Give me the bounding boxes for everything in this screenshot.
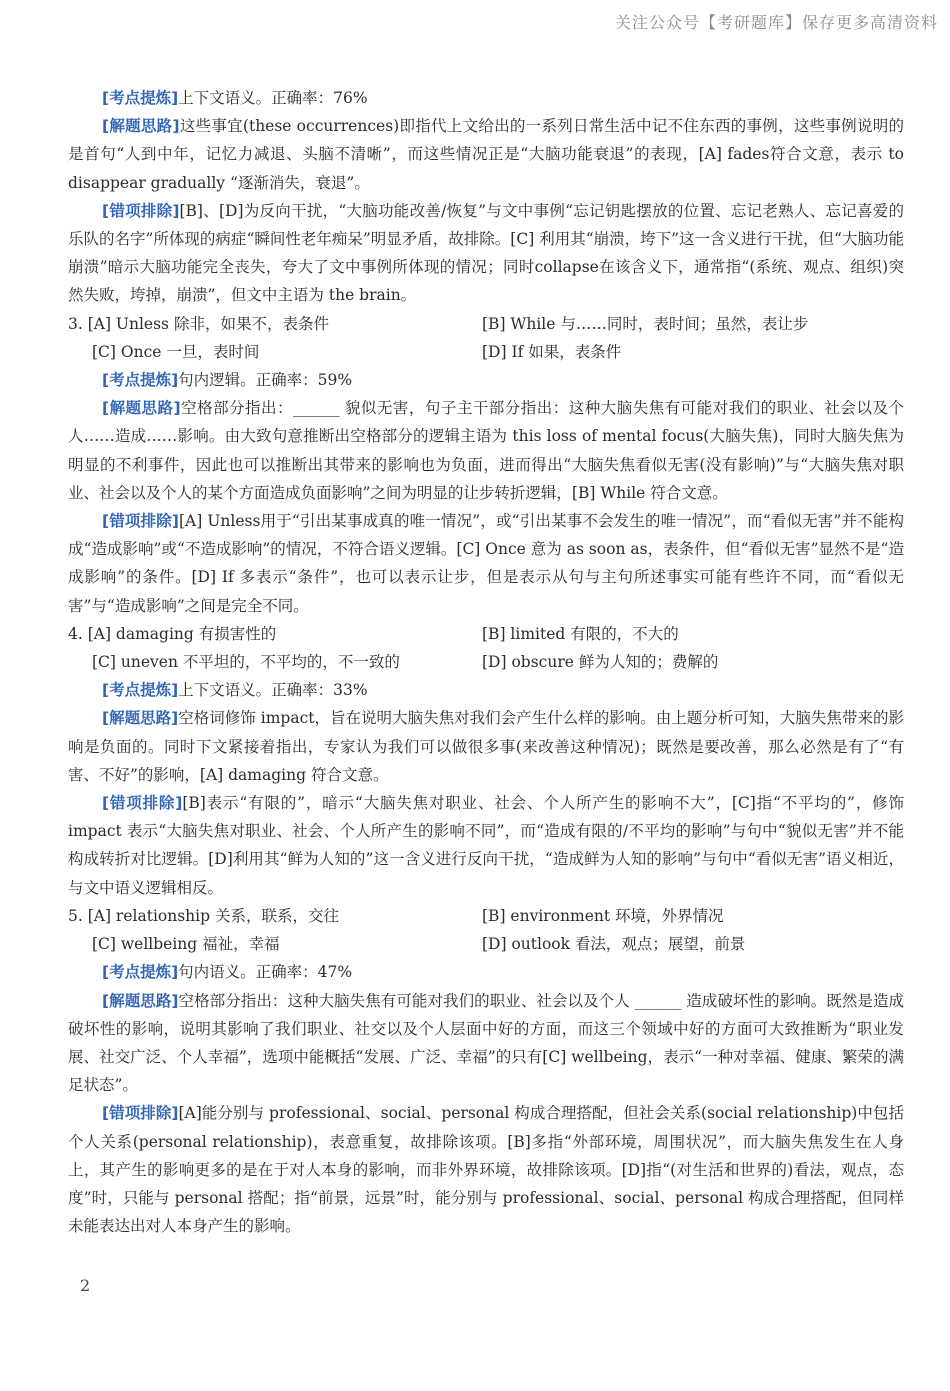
paragraph-text: [A] Unless用于“引出某事成真的唯一情况”，或“引出某事不会发生的唯一情况”，而“看似无害”并不能构成“造成影响”或“不造成影响”的情况，不符合语义逻辑。[C] Once 意为 as soon as，表条件，但“看似无害”显然不是“造成影响”的条件。[D] If 多表示“条件”，也可以表示让步，但是表示从句与主句所述事实可能有些许不同，而“看似无害”与“造成影响”之间是完全不同。 bbox=[68, 512, 904, 615]
option-left: 5. [A] relationship 关系，联系，交往 bbox=[68, 906, 339, 925]
paragraph-text: 句内语义。正确率：47% bbox=[178, 963, 353, 982]
section-tag: [考点提炼] bbox=[102, 681, 179, 700]
section-tag: [解题思路] bbox=[102, 399, 181, 418]
explanation-paragraph bbox=[68, 1099, 904, 1240]
option-right: [B] While 与……同时，表时间；虽然，表让步 bbox=[482, 314, 809, 333]
explanation-paragraph bbox=[68, 987, 904, 1100]
paragraph-text: 句内逻辑。正确率：59% bbox=[178, 371, 353, 390]
section-tag: [错项排除] bbox=[102, 512, 179, 531]
option-right: [B] limited 有限的，不大的 bbox=[482, 624, 679, 643]
option-row bbox=[68, 648, 904, 676]
watermark-text: 关注公众号【考研题库】保存更多高清资料 bbox=[614, 13, 938, 32]
section-tag: [错项排除] bbox=[102, 794, 183, 813]
section-tag: [解题思路] bbox=[102, 709, 179, 728]
page-number: 2 bbox=[80, 1276, 91, 1295]
explanation-paragraph bbox=[68, 112, 904, 197]
explanation-paragraph bbox=[68, 84, 904, 112]
explanation-paragraph bbox=[68, 507, 904, 620]
paragraph-text: [B]表示“有限的”，暗示“大脑失焦对职业、社会、个人所产生的影响不大”，[C]指“不平均的”，修饰 impact 表示“大脑失焦对职业、社会、个人所产生的影响不同”，而“造成有限的/不平均的影响”与句中“貌似无害”并不能构成转折对比逻辑。[D]利用其“鲜为人知的”这一含义进行反向干扰，“造成鲜为人知的影响”与句中“看似无害”语义相近，与文中语义逻辑相反。 bbox=[68, 794, 904, 897]
explanation-paragraph bbox=[68, 958, 904, 986]
page-content bbox=[68, 84, 904, 1240]
option-right: [D] If 如果，表条件 bbox=[482, 342, 622, 361]
option-left: [C] Once 一旦，表时间 bbox=[92, 342, 260, 361]
option-row bbox=[68, 902, 904, 930]
explanation-paragraph bbox=[68, 789, 904, 902]
paragraph-text: [B]、[D]为反向干扰，“大脑功能改善/恢复”与文中事例“忘记钥匙摆放的位置、忘记老熟人、忘记喜爱的乐队的名字”所体现的病症“瞬间性老年痴呆”明显矛盾，故排除。[C] 利用其“崩溃，垮下”这一含义进行干扰，但“大脑功能崩溃”暗示大脑功能完全丧失，夸大了文中事例所体现的情况；同时collapse在该含义下，通常指“(系统、观点、组织)突然失败，垮掉，崩溃”，但文中主语为 the brain。 bbox=[68, 201, 904, 305]
explanation-paragraph bbox=[68, 676, 904, 704]
explanation-paragraph bbox=[68, 394, 904, 507]
section-tag: [考点提炼] bbox=[102, 89, 179, 107]
paragraph-text: 空格部分指出：______ 貌似无害，句子主干部分指出：这种大脑失焦有可能对我们的职业、社会以及个人……造成……影响。由大致句意推断出空格部分的逻辑主语为 this loss of mental focus(大脑失焦)，同时大脑失焦为明显的不利事件，因此也可以推断出其带来的影响也为负面，进而得出“大脑失焦看似无害(没有影响)”与“大脑失焦对职业、社会以及个人的某个方面造成负面影响”之间为明显的让步转折逻辑，[B] While 符合文意。 bbox=[68, 399, 904, 502]
paragraph-text: 空格词修饰 impact，旨在说明大脑失焦对我们会产生什么样的影响。由上题分析可知，大脑失焦带来的影响是负面的。同时下文紧接着指出，专家认为我们可以做很多事(来改善这种情况)；既然是要改善，那么必然是有了“有害、不好”的影响，[A] damaging 符合文意。 bbox=[68, 709, 904, 784]
paragraph-text: [A]能分别与 professional、social、personal 构成合理搭配，但社会关系(social relationship)中包括个人关系(personal relationship)，表意重复，故排除该项。[B]多指“外部环境，周围状况”，而大脑失焦发生在人身上，其产生的影响更多的是在于对人本身的影响，而非外界环境，故排除该项。[D]指“(对生活和世界的)看法，观点，态度”时，只能与 personal 搭配；指“前景，远景”时，能分别与 professional、social、personal 构成合理搭配，但同样未能表达出对人本身产生的影响。 bbox=[68, 1104, 904, 1236]
option-row bbox=[68, 310, 904, 338]
section-tag: [错项排除] bbox=[102, 1104, 179, 1123]
option-row bbox=[68, 930, 904, 958]
section-tag: [考点提炼] bbox=[102, 963, 179, 982]
option-row bbox=[68, 338, 904, 366]
section-tag: [错项排除] bbox=[102, 201, 180, 220]
explanation-paragraph bbox=[68, 704, 904, 789]
option-right: [B] environment 环境，外界情况 bbox=[482, 906, 724, 925]
paragraph-text: 空格部分指出：这种大脑失焦有可能对我们的职业、社会以及个人 ______ 造成破坏性的影响。既然是造成破坏性的影响，说明其影响了我们职业、社交以及个人层面中好的方面，而这三个领域中好的方面可大致推断为“职业发展、社交广泛、个人幸福”，选项中能概括“发展、广泛、幸福”的只有[C] wellbeing，表示“一种对幸福、健康、繁荣的满足状态”。 bbox=[68, 991, 904, 1095]
option-right: [D] outlook 看法，观点；展望，前景 bbox=[482, 935, 746, 954]
section-tag: [考点提炼] bbox=[102, 371, 179, 390]
paragraph-text: 这些事宜(these occurrences)即指代上文给出的一系列日常生活中记不住东西的事例，这些事例说明的是首句“人到中年，记忆力减退、头脑不清晰”，而这些情况正是“大脑功能衰退”的表现，[A] fades符合文意，表示 to disappear gradually “逐渐消失，衰退”。 bbox=[68, 117, 904, 192]
explanation-paragraph bbox=[68, 197, 904, 310]
option-row bbox=[68, 620, 904, 648]
option-left: 4. [A] damaging 有损害性的 bbox=[68, 624, 277, 643]
option-left: [C] wellbeing 福祉，幸福 bbox=[92, 935, 280, 954]
explanation-paragraph bbox=[68, 366, 904, 394]
option-right: [D] obscure 鲜为人知的；费解的 bbox=[482, 653, 719, 672]
section-tag: [解题思路] bbox=[102, 991, 179, 1010]
option-left: [C] uneven 不平坦的，不平均的，不一致的 bbox=[92, 653, 400, 672]
section-tag: [解题思路] bbox=[102, 117, 180, 136]
option-left: 3. [A] Unless 除非，如果不，表条件 bbox=[68, 314, 329, 333]
paragraph-text: 上下文语义。正确率：76% bbox=[178, 89, 368, 107]
paragraph-text: 上下文语义。正确率：33% bbox=[178, 681, 368, 700]
